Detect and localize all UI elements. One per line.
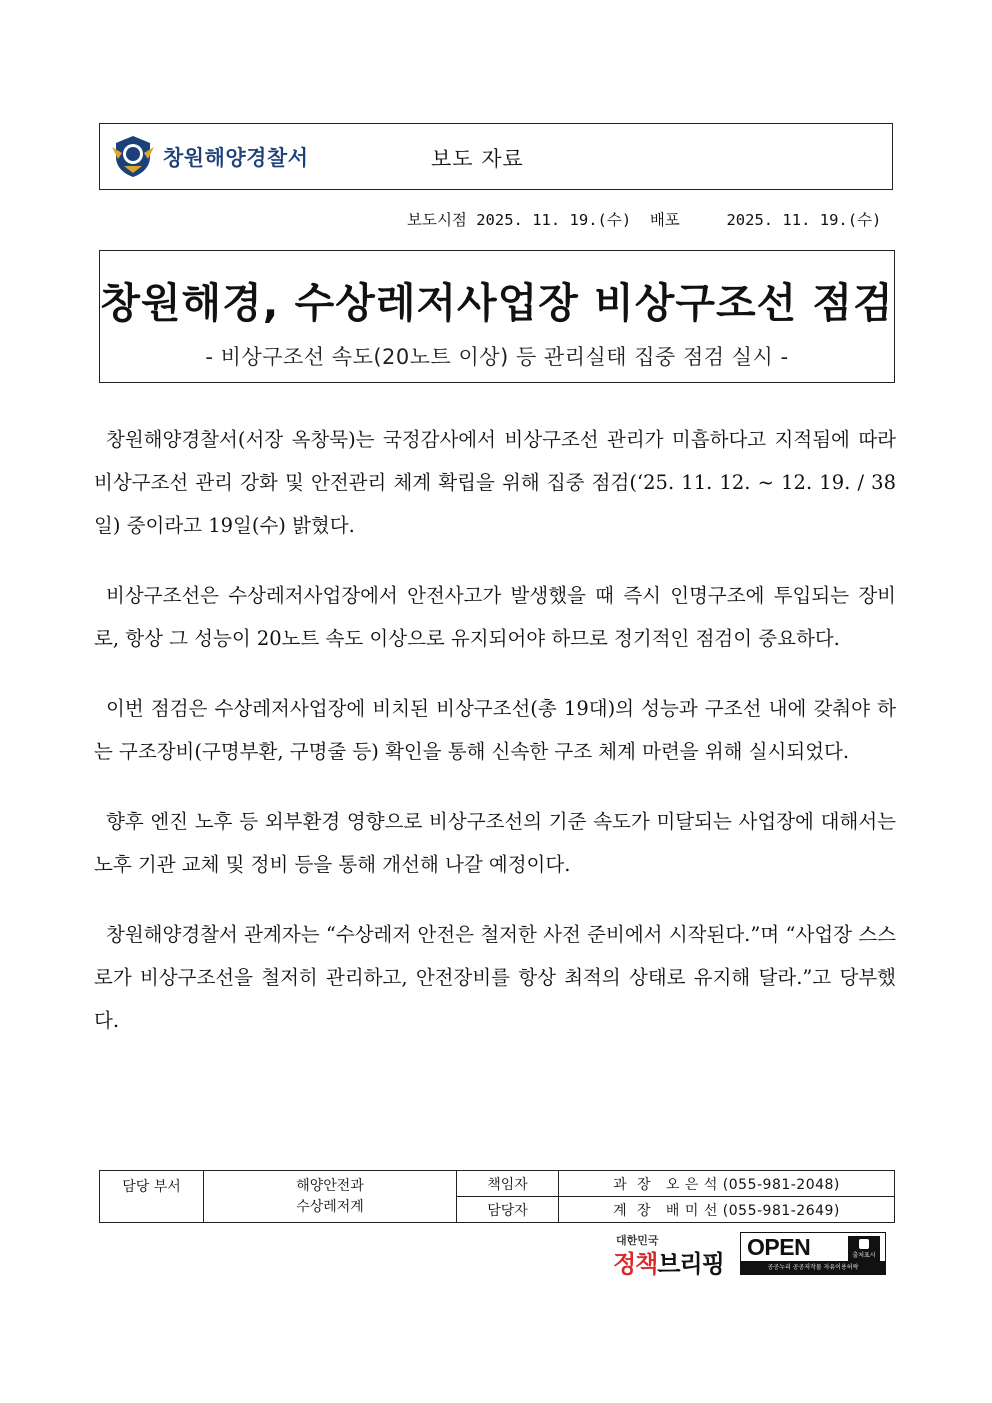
dept-line-2: 수상레저계 [296, 1198, 364, 1215]
briefing-black-text: 브리핑 [657, 1250, 724, 1278]
table-row [100, 1171, 895, 1197]
article-body [94, 418, 896, 1069]
person-cell: 과 장 오 은 석 (055-981-2048) [559, 1171, 895, 1197]
header-box [99, 123, 893, 190]
paragraph: 이번 점검은 수상레저사업장에 비치된 비상구조선(총 19대)의 성능과 구조선 내에 갖춰야 하는 구조장비(구명부환, 구명줄 등) 확인을 통해 신속한 구조 체계 마련을 위해 실시되었다. [94, 697, 896, 763]
document-type: 보도 자료 [431, 147, 524, 171]
headline: 창원해경, 수상레저사업장 비상구조선 점검 [100, 279, 894, 327]
paragraph: 비상구조선은 수상레저사업장에서 안전사고가 발생했을 때 즉시 인명구조에 투입되는 장비로, 항상 그 성능이 20노트 속도 이상으로 유지되어야 하므로 정기적인 점검이 중요하다. [94, 584, 896, 650]
paragraph: 창원해양경찰서(서장 옥창묵)는 국정감사에서 비상구조선 관리가 미흡하다고 지적됨에 따라 비상구조선 관리 강화 및 안전관리 체계 확립을 위해 집중 점검(‘25. 11. 12. ~ 12. 19. / 38일) 중이라고 19일(수) 밝혔다. [94, 428, 896, 537]
role-cell: 책임자 [457, 1171, 559, 1197]
open-footer-text: 공공누리 공공저작물 자유이용허락 [741, 1261, 885, 1274]
person-cell: 계 장 배 미 선 (055-981-2649) [559, 1197, 895, 1223]
briefing-red-text: 정책 [613, 1250, 658, 1278]
open-label: OPEN [747, 1234, 811, 1260]
briefing-big-text [613, 1244, 724, 1279]
release-info: 보도시점 2025. 11. 19.(수) 배포 2025. 11. 19.(수) [407, 211, 882, 229]
subheadline: - 비상구조선 속도(20노트 이상) 등 관리실태 집중 점검 실시 - [205, 345, 789, 369]
contact-table [99, 1170, 895, 1223]
role-cell: 담당자 [457, 1197, 559, 1223]
organization-name: 창원해양경찰서 [163, 146, 309, 170]
coast-guard-emblem-icon [110, 133, 156, 179]
attribution-label: 출처표시 [852, 1252, 876, 1259]
briefing-small-text: 대한민국 [616, 1234, 659, 1247]
dept-label: 담당 부서 [100, 1171, 204, 1223]
dept-line-1: 해양안전과 [296, 1177, 364, 1194]
kogl-open-license-badge [740, 1232, 886, 1275]
title-box [99, 250, 895, 383]
paragraph: 창원해양경찰서 관계자는 “수상레저 안전은 철저한 사전 준비에서 시작된다.”며 “사업장 스스로가 비상구조선을 철저히 관리하고, 안전장비를 항상 최적의 상태로 유지해 달라.”고 당부했다. [94, 923, 896, 1032]
dept-name [204, 1171, 457, 1223]
paragraph: 향후 엔진 노후 등 외부환경 영향으로 비상구조선의 기준 속도가 미달되는 사업장에 대해서는 노후 기관 교체 및 정비 등을 통해 개선해 나갈 예정이다. [94, 810, 896, 876]
attribution-badge [848, 1236, 880, 1262]
policy-briefing-logo [613, 1232, 731, 1276]
person-icon [859, 1239, 869, 1249]
